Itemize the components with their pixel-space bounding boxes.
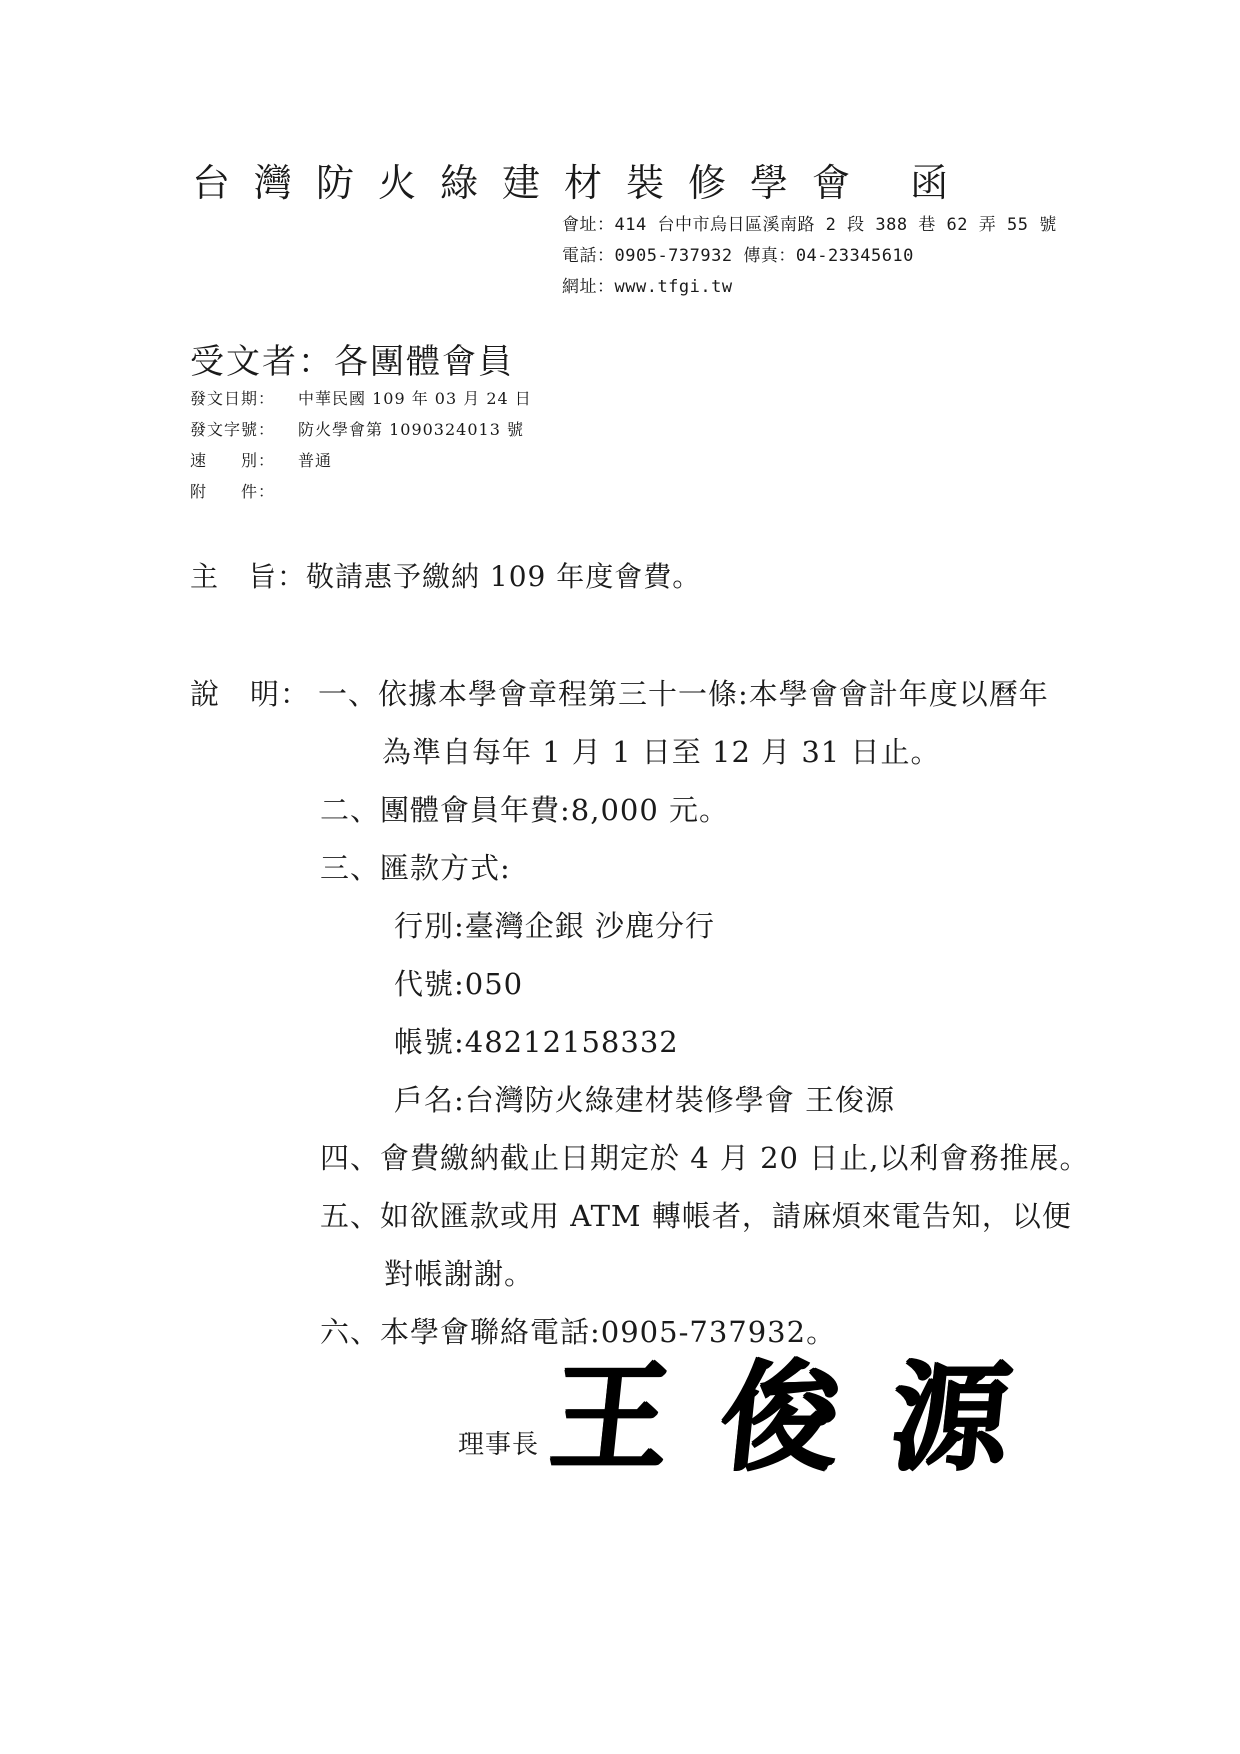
explanation-item-6: 六、本學會聯絡電話:0905-737932。: [320, 1315, 837, 1349]
chairman-title: 理事長: [458, 1430, 540, 1460]
issue-date-value: 中華民國 109 年 03 月 24 日: [298, 389, 532, 408]
delivery-speed-value: 普通: [298, 451, 333, 470]
recipient-line: 受文者：各團體會員: [190, 342, 514, 382]
document-number-row: [190, 417, 524, 440]
contact-website: 網址：www.tfgi.tw: [562, 277, 733, 297]
bank-account-number: 帳號:48212158332: [394, 1025, 679, 1059]
explanation-item-3: 三、匯款方式:: [320, 851, 511, 885]
organization-title: 台灣防火綠建材裝修學會 函: [192, 161, 973, 205]
issue-date-row: [190, 386, 532, 409]
attachment-label: 附 件：: [190, 482, 276, 501]
document-number-value: 防火學會第 1090324013 號: [298, 420, 524, 439]
explanation-item-5-line-1: 五、如欲匯款或用 ATM 轉帳者，請麻煩來電告知，以便: [320, 1199, 1072, 1233]
explanation-label: 說 明：: [190, 677, 311, 711]
chairman-signature: 王俊源: [543, 1347, 1069, 1486]
bank-name: 行別:臺灣企銀 沙鹿分行: [394, 909, 715, 943]
explanation-item-4: 四、會費繳納截止日期定於 4 月 20 日止,以利會務推展。: [320, 1141, 1090, 1175]
contact-phone-fax: 電話：0905-737932 傳真：04-23345610: [562, 246, 914, 266]
subject-line: 主 旨：敬請惠予繳納 109 年度會費。: [190, 560, 702, 593]
explanation-item-5-line-2: 對帳謝謝。: [384, 1257, 535, 1291]
delivery-speed-label: 速 別：: [190, 451, 276, 470]
attachment-row: [190, 479, 298, 502]
explanation-item-1-line-2: 為準自每年 1 月 1 日至 12 月 31 日止。: [382, 735, 941, 769]
contact-address: 會址：414 台中市烏日區溪南路 2 段 388 巷 62 弄 55 號: [562, 215, 1057, 235]
document-number-label: 發文字號：: [190, 420, 276, 439]
explanation-item-1-line-1: 一、依據本學會章程第三十一條:本學會會計年度以曆年: [318, 677, 1049, 711]
delivery-speed-row: [190, 448, 332, 471]
explanation-item-2: 二、團體會員年費:8,000 元。: [320, 793, 730, 827]
issue-date-label: 發文日期：: [190, 389, 276, 408]
bank-code: 代號:050: [394, 967, 524, 1001]
account-holder: 戶名:台灣防火綠建材裝修學會 王俊源: [394, 1083, 895, 1117]
